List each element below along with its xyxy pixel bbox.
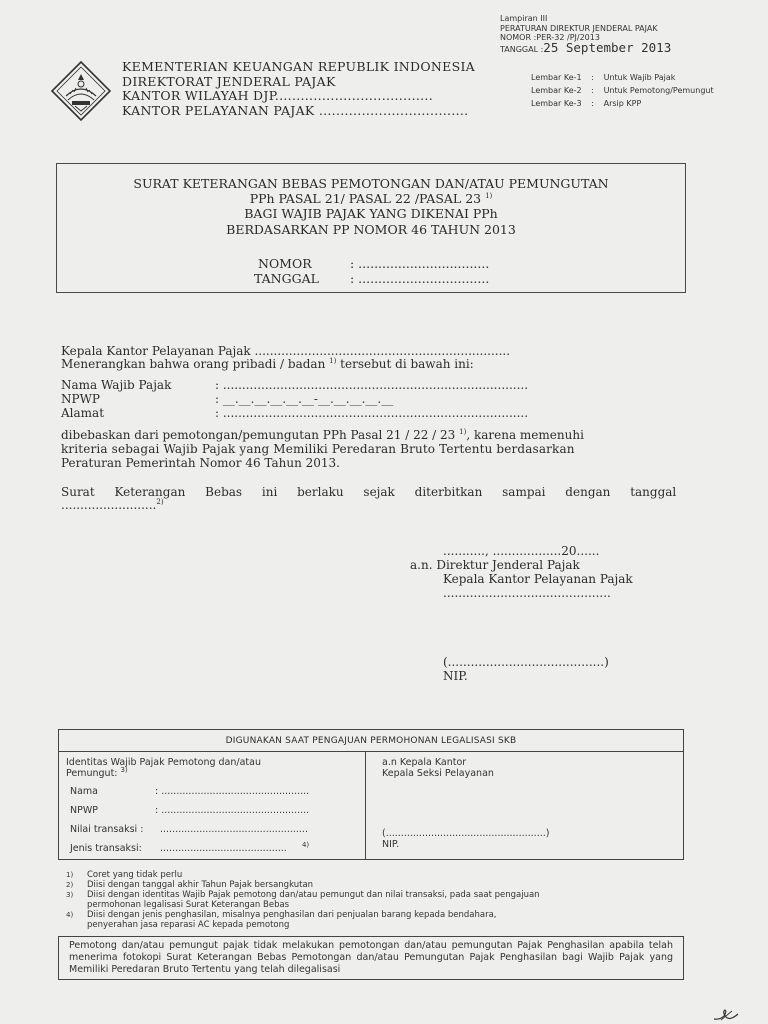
tanggal-label: TANGGAL :: [500, 44, 544, 54]
footnote: [66, 870, 540, 880]
title-line-1: SURAT KETERANGAN BEBAS PEMOTONGAN DAN/ATAU PEMUNGUTAN: [133, 176, 609, 191]
title-footnote-ref: 1): [485, 191, 493, 200]
peraturan-tanggal: [500, 39, 672, 55]
legalisation-heading: DIGUNAKAN SAAT PENGAJUAN PERMOHONAN LEGALISASI SKB: [59, 730, 683, 752]
legalisation-box: [58, 729, 684, 860]
footnote-text: penyerahan jasa reparasi AC kepada pemotong: [87, 920, 290, 930]
identitas-line-2: [66, 765, 128, 779]
legal-jenis-dots: ..........................................: [160, 843, 287, 854]
legal-label: Jenis transaksi:: [70, 843, 142, 854]
directorate-name: DIREKTORAT JENDERAL PAJAK: [122, 73, 336, 89]
menerangkan-footnote-ref: 1): [329, 357, 337, 365]
tax-office: KANTOR PELAYANAN PAJAK ...................................: [122, 102, 469, 118]
copy-sep: :: [591, 73, 594, 82]
title-line-2: [56, 191, 686, 206]
copy-dest: Untuk Pemotong/Pemungut: [603, 86, 714, 95]
nomor-label: NOMOR: [258, 256, 312, 271]
field-label: Nama Wajib Pajak: [61, 378, 172, 392]
footnote-number: 2): [66, 881, 74, 889]
dibebaskan-line-1: [61, 429, 584, 443]
title-pasal: PPh PASAL 21/ PASAL 22 /PASAL 23: [249, 191, 482, 206]
legal-label: Nilai transaksi :: [70, 824, 144, 835]
dibebaskan-line-2: kriteria sebagai Wajib Pajak yang Memiliki Peredaran Bruto Tertentu berdasarkan: [61, 442, 575, 456]
regulation-reference: [500, 14, 671, 54]
berlaku-text: Surat Keterangan Bebas ini berlaku sejak diterbitkan sampai dengan tanggal: [61, 485, 677, 499]
kepala-kpp-line: Kepala Kantor Pelayanan Pajak ...................................................................: [61, 344, 511, 358]
an-dirjen: a.n. Direktur Jenderal Pajak: [410, 558, 580, 572]
menerangkan-line: [61, 358, 474, 372]
ministry-name: KEMENTERIAN KEUANGAN REPUBLIK INDONESIA: [122, 59, 476, 74]
legal-npwp-field: : .................................................: [155, 805, 310, 816]
field-label: NPWP: [61, 392, 100, 406]
footnote: [66, 880, 540, 890]
copy-distribution: [529, 70, 716, 111]
tanggal-label: TANGGAL: [254, 271, 319, 286]
place-date-field: ..........., ..................20......: [443, 544, 600, 558]
identitas-footnote-ref: 3): [120, 765, 128, 774]
tanggal-value: 25 September 2013: [543, 39, 672, 55]
legal-nama-field: : .................................................: [155, 786, 310, 797]
signer-name-field: (.........................................): [443, 655, 609, 669]
footnote-text: Diisi dengan jenis penghasilan, misalnya penghasilan dari penjualan barang kepada bendahara,: [87, 910, 497, 920]
copy-sep: :: [591, 86, 594, 95]
footnote: [66, 910, 540, 920]
peraturan-nomor: NOMOR :PER-32 /PJ/2013: [500, 33, 600, 42]
nomor-value: : .................................: [350, 256, 490, 271]
berlaku-line-2: [61, 499, 164, 513]
identitas-text: Pemungut:: [66, 768, 118, 779]
footnote-number: 3): [66, 891, 74, 899]
footnote-text: permohonan legalisasi Surat Keterangan Bebas: [87, 900, 290, 910]
legal-label: Nama: [70, 786, 99, 797]
dibebaskan-end: , karena memenuhi: [466, 428, 584, 442]
alamat-field: : ................................................................................: [215, 406, 529, 420]
legal-jenis-footnote-ref: 4): [301, 840, 310, 849]
copy-row: [531, 85, 714, 96]
footnote: [66, 920, 540, 930]
title-line-3: BAGI WAJIB PAJAK YANG DIKENAI PPh: [244, 206, 498, 221]
footnote: [66, 900, 540, 910]
footnote-text: Diisi dengan identitas Wajib Pajak pemotong dan/atau pemungut dan nilai transaksi, pada saat pengajuan: [87, 890, 540, 900]
copy-dest: Untuk Wajib Pajak: [603, 73, 676, 82]
identitas-line-1: Identitas Wajib Pajak Pemotong dan/atau: [66, 757, 261, 768]
kepala-kpp-title: Kepala Kantor Pelayanan Pajak: [443, 572, 633, 586]
copy-label: Lembar Ke-3: [531, 99, 582, 108]
signer-nip-label: NIP.: [443, 669, 468, 683]
field-label: Alamat: [61, 406, 105, 420]
menerangkan-text: Menerangkan bahwa orang pribadi / badan: [61, 357, 326, 371]
seksi-name-field: (.....................................................): [382, 828, 550, 839]
dibebaskan-footnote-ref: 1): [459, 428, 467, 436]
kemenkeu-logo-icon: [50, 60, 112, 122]
lampiran-label: Lampiran III: [500, 14, 548, 23]
footnote-number: 1): [66, 871, 74, 879]
signature-dots: ............................................: [443, 586, 611, 600]
copy-dest: Arsip KPP: [603, 99, 642, 108]
footnotes: [66, 870, 540, 930]
initial-mark-icon: [712, 1008, 740, 1022]
regional-office: KANTOR WILAYAH DJP.....................................: [122, 88, 433, 103]
legalisation-note: Pemotong dan/atau pemungut pajak tidak melakukan pemotongan dan/atau pemungutan Pajak Penghasilan apabila telah menerima fotokopi Surat Keterangan Bebas Pemotongan dan/atau Pemungutan Pajak Penghasilan bagi Wajib Pajak yang Memiliki Peredaran Bruto Tertentu yang telah dilegalisasi: [58, 936, 684, 980]
seksi-nip-label: NIP.: [382, 839, 400, 850]
footnote-text: Diisi dengan tanggal akhir Tahun Pajak bersangkutan: [87, 880, 314, 890]
copy-row: [531, 72, 714, 83]
an-kepala-kantor: a.n Kepala Kantor: [382, 757, 467, 768]
legalisation-divider: [365, 752, 366, 860]
copy-label: Lembar Ke-1: [531, 73, 582, 82]
copy-label: Lembar Ke-2: [531, 86, 582, 95]
footnote-text: Coret yang tidak perlu: [87, 870, 183, 880]
copy-row: [531, 98, 714, 109]
menerangkan-end: tersebut di bawah ini:: [340, 357, 474, 371]
footnote: [66, 890, 540, 900]
berlaku-date-field: .........................: [61, 498, 157, 512]
dibebaskan-line-3: Peraturan Pemerintah Nomor 46 Tahun 2013.: [61, 456, 340, 470]
tanggal-value: : .................................: [350, 271, 490, 286]
dibebaskan-text: dibebaskan dari pemotongan/pemungutan PPh Pasal 21 / 22 / 23: [61, 428, 456, 442]
office-header: [122, 60, 475, 118]
footnote-number: 4): [66, 911, 74, 919]
kepala-seksi: Kepala Seksi Pelayanan: [382, 768, 494, 779]
berlaku-footnote-ref: 2): [156, 498, 164, 506]
title-line-4: BERDASARKAN PP NOMOR 46 TAHUN 2013: [226, 222, 516, 237]
copy-sep: :: [591, 99, 594, 108]
legal-label: NPWP: [70, 805, 98, 816]
legal-jenis-field: [160, 840, 310, 854]
nama-wp-field: : ................................................................................: [215, 378, 529, 392]
legal-nilai-field: .................................................: [160, 824, 308, 835]
peraturan-label: PERATURAN DIREKTUR JENDERAL PAJAK: [500, 23, 658, 33]
npwp-field: : __.__.__.__.__.__-__.__.__.__.__: [215, 392, 394, 406]
